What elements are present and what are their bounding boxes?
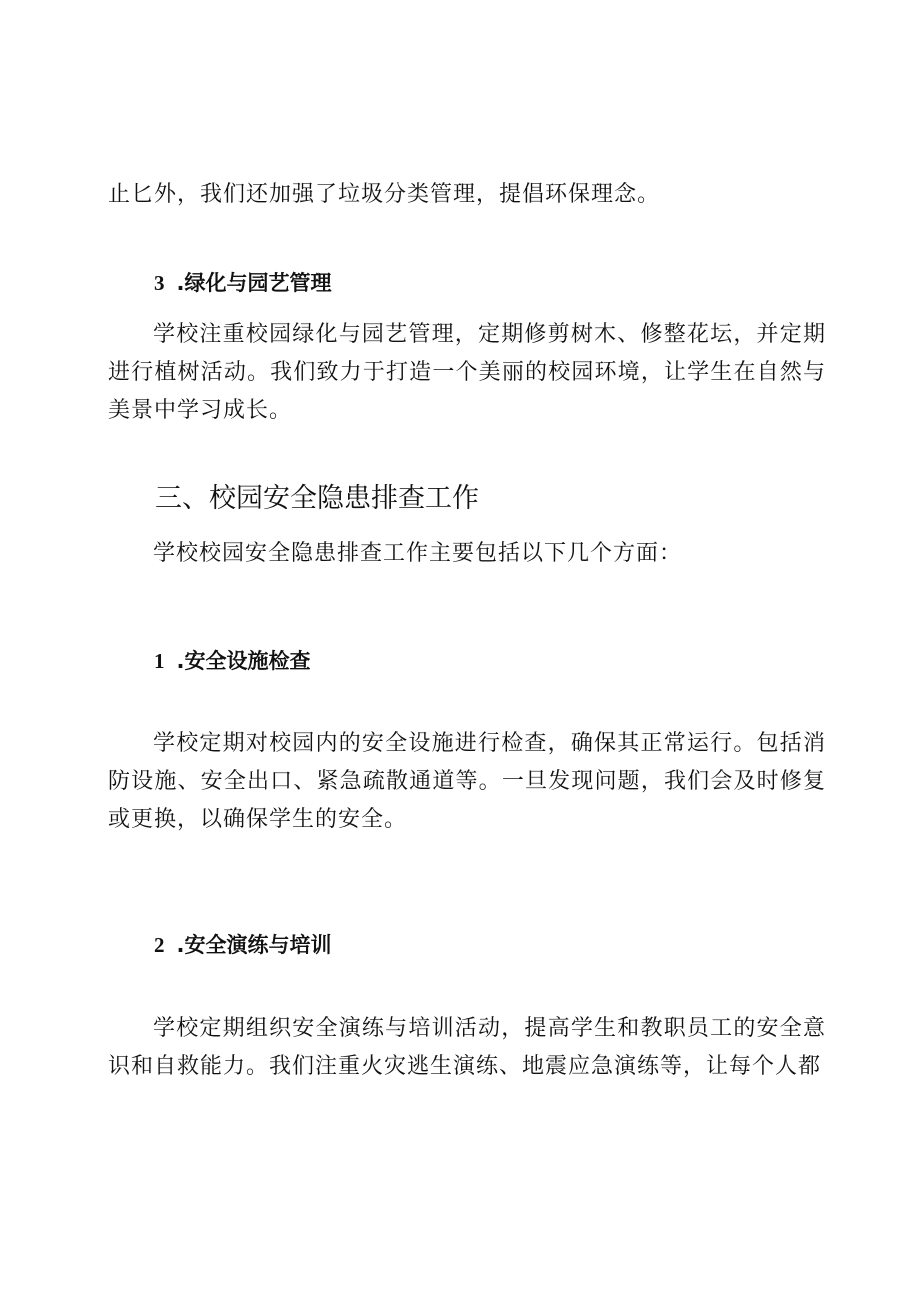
paragraph-greening: 学校注重校园绿化与园艺管理，定期修剪树木、修整花坛，并定期进行植树活动。我们致力于打造一个美丽的校园环境，让学生在自然与美景中学习成长。 [108,322,826,423]
paragraph-continuation: 止匕外，我们还加强了垃圾分类管理，提倡环保理念。 [108,182,661,207]
subheading-title: .安全设施检查 [176,649,311,673]
subheading-title: .绿化与园艺管理 [176,271,332,295]
subheading-number: 2 [154,933,165,957]
subheading-number: 3 [154,271,165,295]
section-title-safety-inspection: 三、校园安全隐患排查工作 [155,483,479,514]
subheading-drills-training [154,930,331,960]
paragraph-facility-check: 学校定期对校园内的安全设施进行检查，确保其正常运行。包括消防设施、安全出口、紧急疏散通道等。一旦发现问题，我们会及时修复或更换，以确保学生的安全。 [108,731,826,832]
subheading-greening [154,268,331,298]
paragraph-section-intro: 学校校园安全隐患排查工作主要包括以下几个方面： [153,541,683,566]
subheading-number: 1 [154,649,165,673]
paragraph-drills-training: 学校定期组织安全演练与培训活动，提高学生和教职员工的安全意识和自救能力。我们注重火灾逃生演练、地震应急演练等，让每个人都 [108,1016,826,1079]
subheading-title: .安全演练与培训 [176,933,332,957]
subheading-facility-check [154,646,310,676]
